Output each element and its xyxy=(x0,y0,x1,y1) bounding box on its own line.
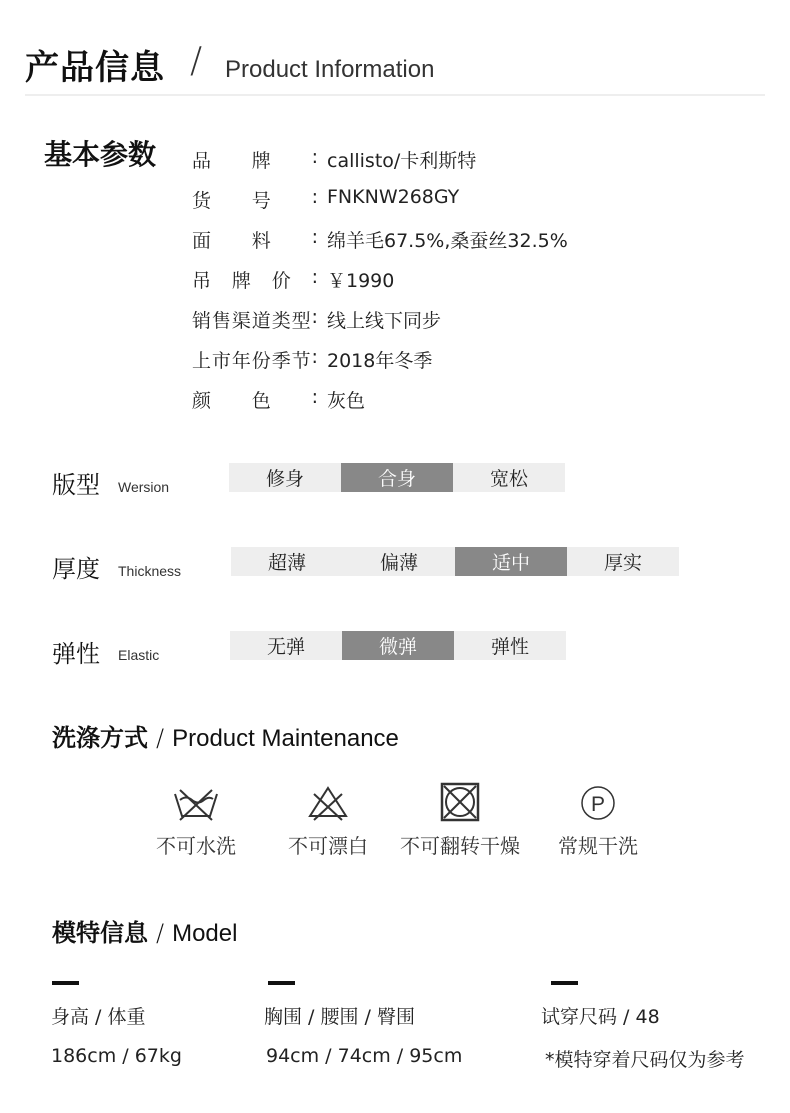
param-value: 2018年冬季 xyxy=(327,350,433,372)
param-label: 品 牌 : xyxy=(192,146,318,172)
basic-params-title: 基本参数 xyxy=(44,138,157,171)
model-dash xyxy=(52,981,79,985)
param-value: 绵羊毛67.5%,桑蚕丝32.5% xyxy=(327,230,568,252)
attribute-option-selected: 合身 xyxy=(341,463,453,492)
param-label: 颜 色 : xyxy=(192,386,318,412)
header-divider xyxy=(25,94,765,96)
model-section-title xyxy=(52,913,237,948)
model-title-slash: / xyxy=(156,919,165,947)
param-label: 上 市 年 份 季 节 : xyxy=(192,346,318,372)
param-label: 吊 牌 价 : xyxy=(192,266,318,292)
dry-clean-icon xyxy=(574,782,622,822)
attribute-label-en: Elastic xyxy=(118,647,160,663)
attribute-label: 弹性 xyxy=(52,640,100,668)
param-value: ￥1990 xyxy=(327,270,395,292)
model-height-weight-label: 身高 / 体重 xyxy=(51,1006,146,1028)
attribute-label-en: Thickness xyxy=(118,563,182,579)
care-item-no-tumble-dry xyxy=(385,782,535,859)
page-title-en: Product Information xyxy=(225,56,435,83)
attribute-option-selected: 适中 xyxy=(455,547,567,576)
param-value: FNKNW268GY xyxy=(327,186,460,208)
page-title: 产品信息 xyxy=(25,48,165,88)
attribute-label-en: Wersion xyxy=(118,479,170,495)
param-value: callisto/卡利斯特 xyxy=(327,150,477,172)
model-size-label: 试穿尺码 / 48 xyxy=(541,1006,660,1028)
param-label: 面 料 : xyxy=(192,226,318,252)
attribute-option: 宽松 xyxy=(453,463,565,492)
care-label: 常规干洗 xyxy=(558,834,638,858)
care-label: 不可水洗 xyxy=(156,834,236,858)
model-dash xyxy=(551,981,578,985)
care-label: 不可翻转干燥 xyxy=(400,834,520,858)
care-item-no-bleach xyxy=(253,782,403,859)
attribute-scale xyxy=(229,463,565,492)
attribute-option: 无弹 xyxy=(230,631,342,660)
param-value: 线上线下同步 xyxy=(327,310,442,332)
model-title-en: Model xyxy=(172,920,238,947)
care-section-title xyxy=(52,718,399,753)
care-title-en: Product Maintenance xyxy=(172,725,399,752)
model-dash xyxy=(268,981,295,985)
model-measurements-label: 胸围 / 腰围 / 臀围 xyxy=(264,1006,415,1028)
care-title-slash: / xyxy=(156,724,165,752)
no-wash-icon xyxy=(172,782,220,822)
attribute-option-selected: 微弹 xyxy=(342,631,454,660)
care-item-no-wash xyxy=(121,782,271,859)
attribute-label: 版型 xyxy=(52,471,100,499)
no-bleach-icon xyxy=(304,782,352,822)
attribute-scale xyxy=(230,631,566,660)
model-title-cn: 模特信息 xyxy=(52,919,148,947)
attribute-option: 弹性 xyxy=(454,631,566,660)
param-value: 灰色 xyxy=(327,390,366,412)
care-item-dry-clean xyxy=(523,782,673,859)
attribute-option: 修身 xyxy=(229,463,341,492)
title-separator: / xyxy=(190,40,203,81)
param-label: 货 号 : xyxy=(192,186,318,212)
model-height-weight-value: 186cm / 67kg xyxy=(51,1045,182,1067)
param-label: 销 售 渠 道 类 型 : xyxy=(192,306,318,332)
attribute-option: 偏薄 xyxy=(343,547,455,576)
model-size-note: *模特穿着尺码仅为参考 xyxy=(545,1049,745,1071)
dry-clean-letter: P xyxy=(590,793,606,816)
care-label: 不可漂白 xyxy=(288,834,368,858)
no-tumble-dry-icon xyxy=(436,782,484,822)
attribute-scale xyxy=(231,547,679,576)
care-title-cn: 洗涤方式 xyxy=(52,724,148,752)
attribute-option: 超薄 xyxy=(231,547,343,576)
attribute-option: 厚实 xyxy=(567,547,679,576)
attribute-label: 厚度 xyxy=(52,555,100,583)
model-measurements-value: 94cm / 74cm / 95cm xyxy=(266,1045,463,1067)
